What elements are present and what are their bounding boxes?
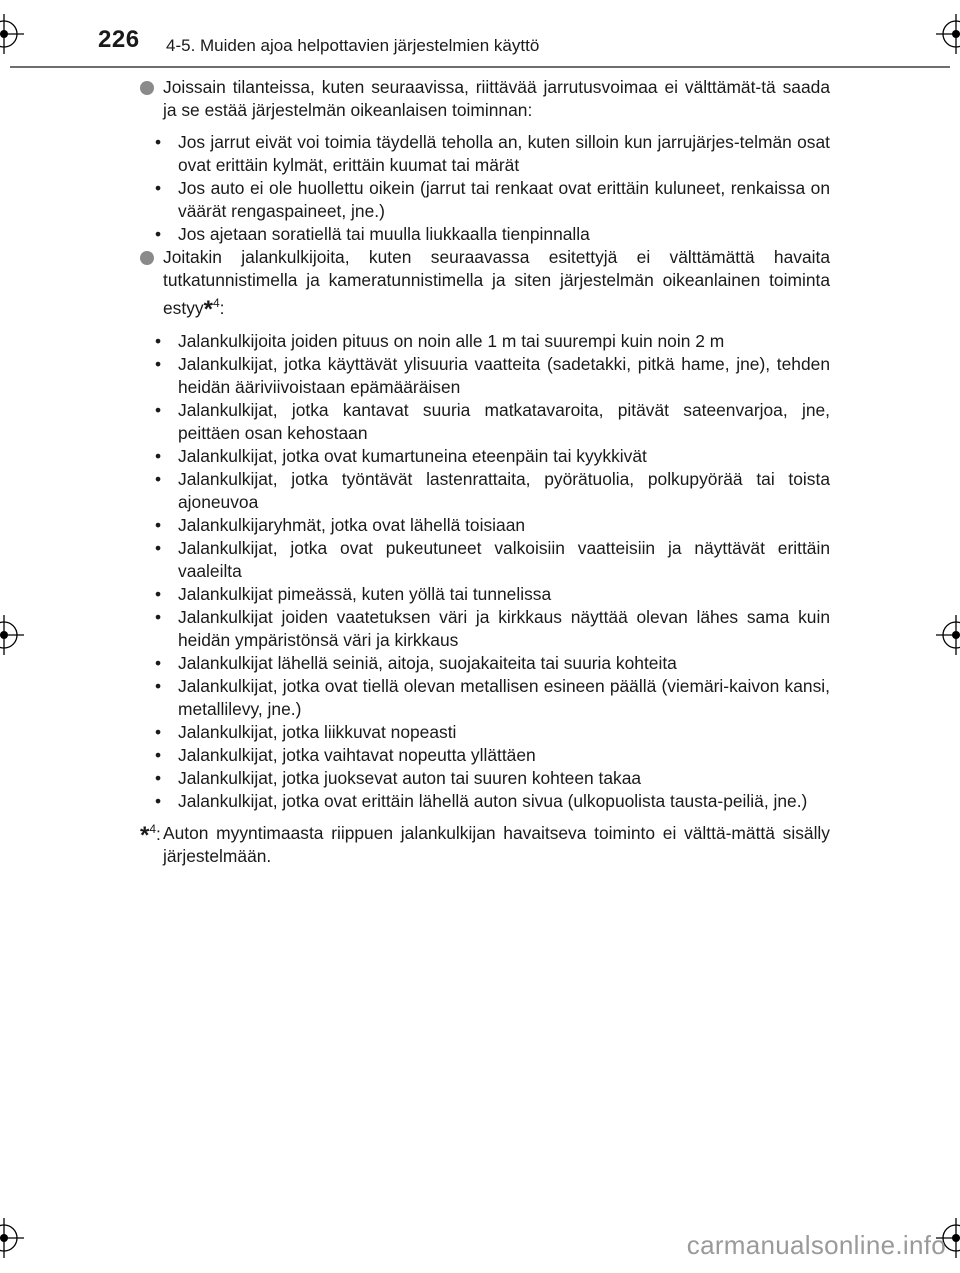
list-item-text: Jalankulkijat, jotka juoksevat auton tai suuren kohteen takaa [178, 768, 642, 788]
list-item-text: Jalankulkijaryhmät, jotka ovat lähellä toisiaan [178, 515, 526, 535]
bullet-mark: • [155, 354, 162, 374]
list-item [140, 330, 830, 353]
list-item [140, 223, 830, 246]
list-item [140, 514, 830, 537]
list-item [140, 445, 830, 468]
footnote-star: * [140, 822, 150, 849]
registration-mark-icon [0, 1218, 24, 1258]
list-item-text: Jalankulkijat pimeässä, kuten yöllä tai tunnelissa [178, 584, 552, 604]
paragraph-text-end: : [219, 298, 225, 318]
list-item-text: Jalankulkijat, jotka ovat erittäin lähellä auton sivua (ulkopuolista tausta-peiliä, jne.) [178, 791, 808, 811]
list-item [140, 399, 830, 445]
list-item [140, 606, 830, 652]
paragraph-braking-conditions [140, 76, 830, 122]
paragraph-text: Joitakin jalankulkijoita, kuten seuraavassa esitettyjä ei välttämättä havaita tutkatunnistimella ja kameratunnistimella ja siten järjestelmän oikeanlainen toiminta estyy [163, 247, 830, 318]
section-title: 4-5. Muiden ajoa helpottavien järjestelmien käyttö [166, 36, 540, 55]
list-item-text: Jalankulkijat, jotka vaihtavat nopeutta yllättäen [178, 745, 536, 765]
page-content [140, 76, 830, 868]
registration-mark-icon [0, 14, 24, 54]
list-item-text: Jalankulkijat, jotka ovat pukeutuneet valkoisiin vaatteisiin ja näyttävät erittäin vaaleilta [178, 538, 830, 581]
list-item [140, 468, 830, 514]
bullet-mark: • [155, 722, 162, 742]
list-item [140, 652, 830, 675]
circle-bullet-icon [140, 81, 154, 95]
bullet-list [140, 330, 830, 813]
list-item-text: Jalankulkijat, jotka liikkuvat nopeasti [178, 722, 457, 742]
bullet-mark: • [155, 538, 162, 558]
bullet-mark: • [155, 676, 162, 696]
list-item-text: Jalankulkijat, jotka kantavat suuria matkatavaroita, pitävät sateenvarjoa, jne, peittäen osan kehostaan [178, 400, 830, 443]
footnote-number: 4 [149, 822, 157, 836]
list-item [140, 177, 830, 223]
list-item-text: Jalankulkijat, jotka työntävät lastenrattaita, pyörätuolia, polkupyörää tai toista ajoneuvoa [178, 469, 830, 512]
list-item-text: Jos ajetaan soratiellä tai muulla liukkaalla tienpinnalla [178, 224, 590, 244]
bullet-mark: • [155, 178, 162, 198]
bullet-mark: • [155, 745, 162, 765]
list-item [140, 131, 830, 177]
registration-mark-icon [936, 14, 960, 54]
list-item [140, 744, 830, 767]
bullet-mark: • [155, 768, 162, 788]
page-number: 226 [98, 26, 140, 53]
list-item-text: Jalankulkijat, jotka käyttävät ylisuuria vaatteita (sadetakki, pitkä hame, jne), tehden heidän ääriviivoistaan epämääräisen [178, 354, 830, 397]
list-item [140, 583, 830, 606]
list-item-text: Jalankulkijoita joiden pituus on noin alle 1 m tai suurempi kuin noin 2 m [178, 331, 725, 351]
bullet-mark: • [155, 331, 162, 351]
header-divider [10, 66, 950, 68]
list-item [140, 537, 830, 583]
footnote-colon: : [156, 824, 161, 844]
footnote-text: Auton myyntimaasta riippuen jalankulkijan havaitseva toiminto ei välttä-mättä sisälly järjestelmään. [163, 823, 830, 866]
bullet-mark: • [155, 469, 162, 489]
bullet-mark: • [155, 224, 162, 244]
circle-bullet-icon [140, 251, 154, 265]
paragraph-text: Joissain tilanteissa, kuten seuraavissa, riittävää jarrutusvoimaa ei välttämät-tä saada ja se estää järjestelmän oikeanlaisen toiminnan: [163, 77, 830, 120]
list-item-text: Jalankulkijat lähellä seiniä, aitoja, suojakaiteita tai suuria kohteita [178, 653, 677, 673]
bullet-mark: • [155, 791, 162, 811]
paragraph-pedestrians [140, 246, 830, 321]
footnote-label [140, 818, 161, 847]
list-item [140, 721, 830, 744]
list-item-text: Jalankulkijat, jotka ovat kumartuneina eteenpäin tai kyykkivät [178, 446, 647, 466]
list-item [140, 675, 830, 721]
footnote [140, 822, 830, 868]
bullet-mark: • [155, 653, 162, 673]
bullet-mark: • [155, 400, 162, 420]
bullet-mark: • [155, 132, 162, 152]
list-item [140, 790, 830, 813]
registration-mark-icon [0, 615, 24, 655]
bullet-mark: • [155, 584, 162, 604]
footnote-ref: 4 [212, 296, 220, 310]
watermark: carmanualsonline.info [686, 1230, 946, 1260]
bullet-list [140, 131, 830, 246]
list-item-text: Jalankulkijat joiden vaatetuksen väri ja kirkkaus näyttää olevan lähes sama kuin heidän ympäristönsä väri ja kirkkaus [178, 607, 830, 650]
list-item-text: Jalankulkijat, jotka ovat tiellä olevan metallisen esineen päällä (viemäri-kaivon kansi, metallilevy, jne.) [178, 676, 830, 719]
list-item-text: Jos auto ei ole huollettu oikein (jarrut tai renkaat ovat erittäin kuluneet, renkaissa on väärät rengaspaineet, jne.) [178, 178, 830, 221]
bullet-mark: • [155, 446, 162, 466]
list-item [140, 767, 830, 790]
list-item [140, 353, 830, 399]
bullet-mark: • [155, 607, 162, 627]
bullet-mark: • [155, 515, 162, 535]
list-item-text: Jos jarrut eivät voi toimia täydellä teholla an, kuten silloin kun jarrujärjes-telmän osat ovat erittäin kylmät, erittäin kuumat tai märät [178, 132, 830, 175]
footnote-star: * [203, 296, 213, 323]
registration-mark-icon [936, 615, 960, 655]
